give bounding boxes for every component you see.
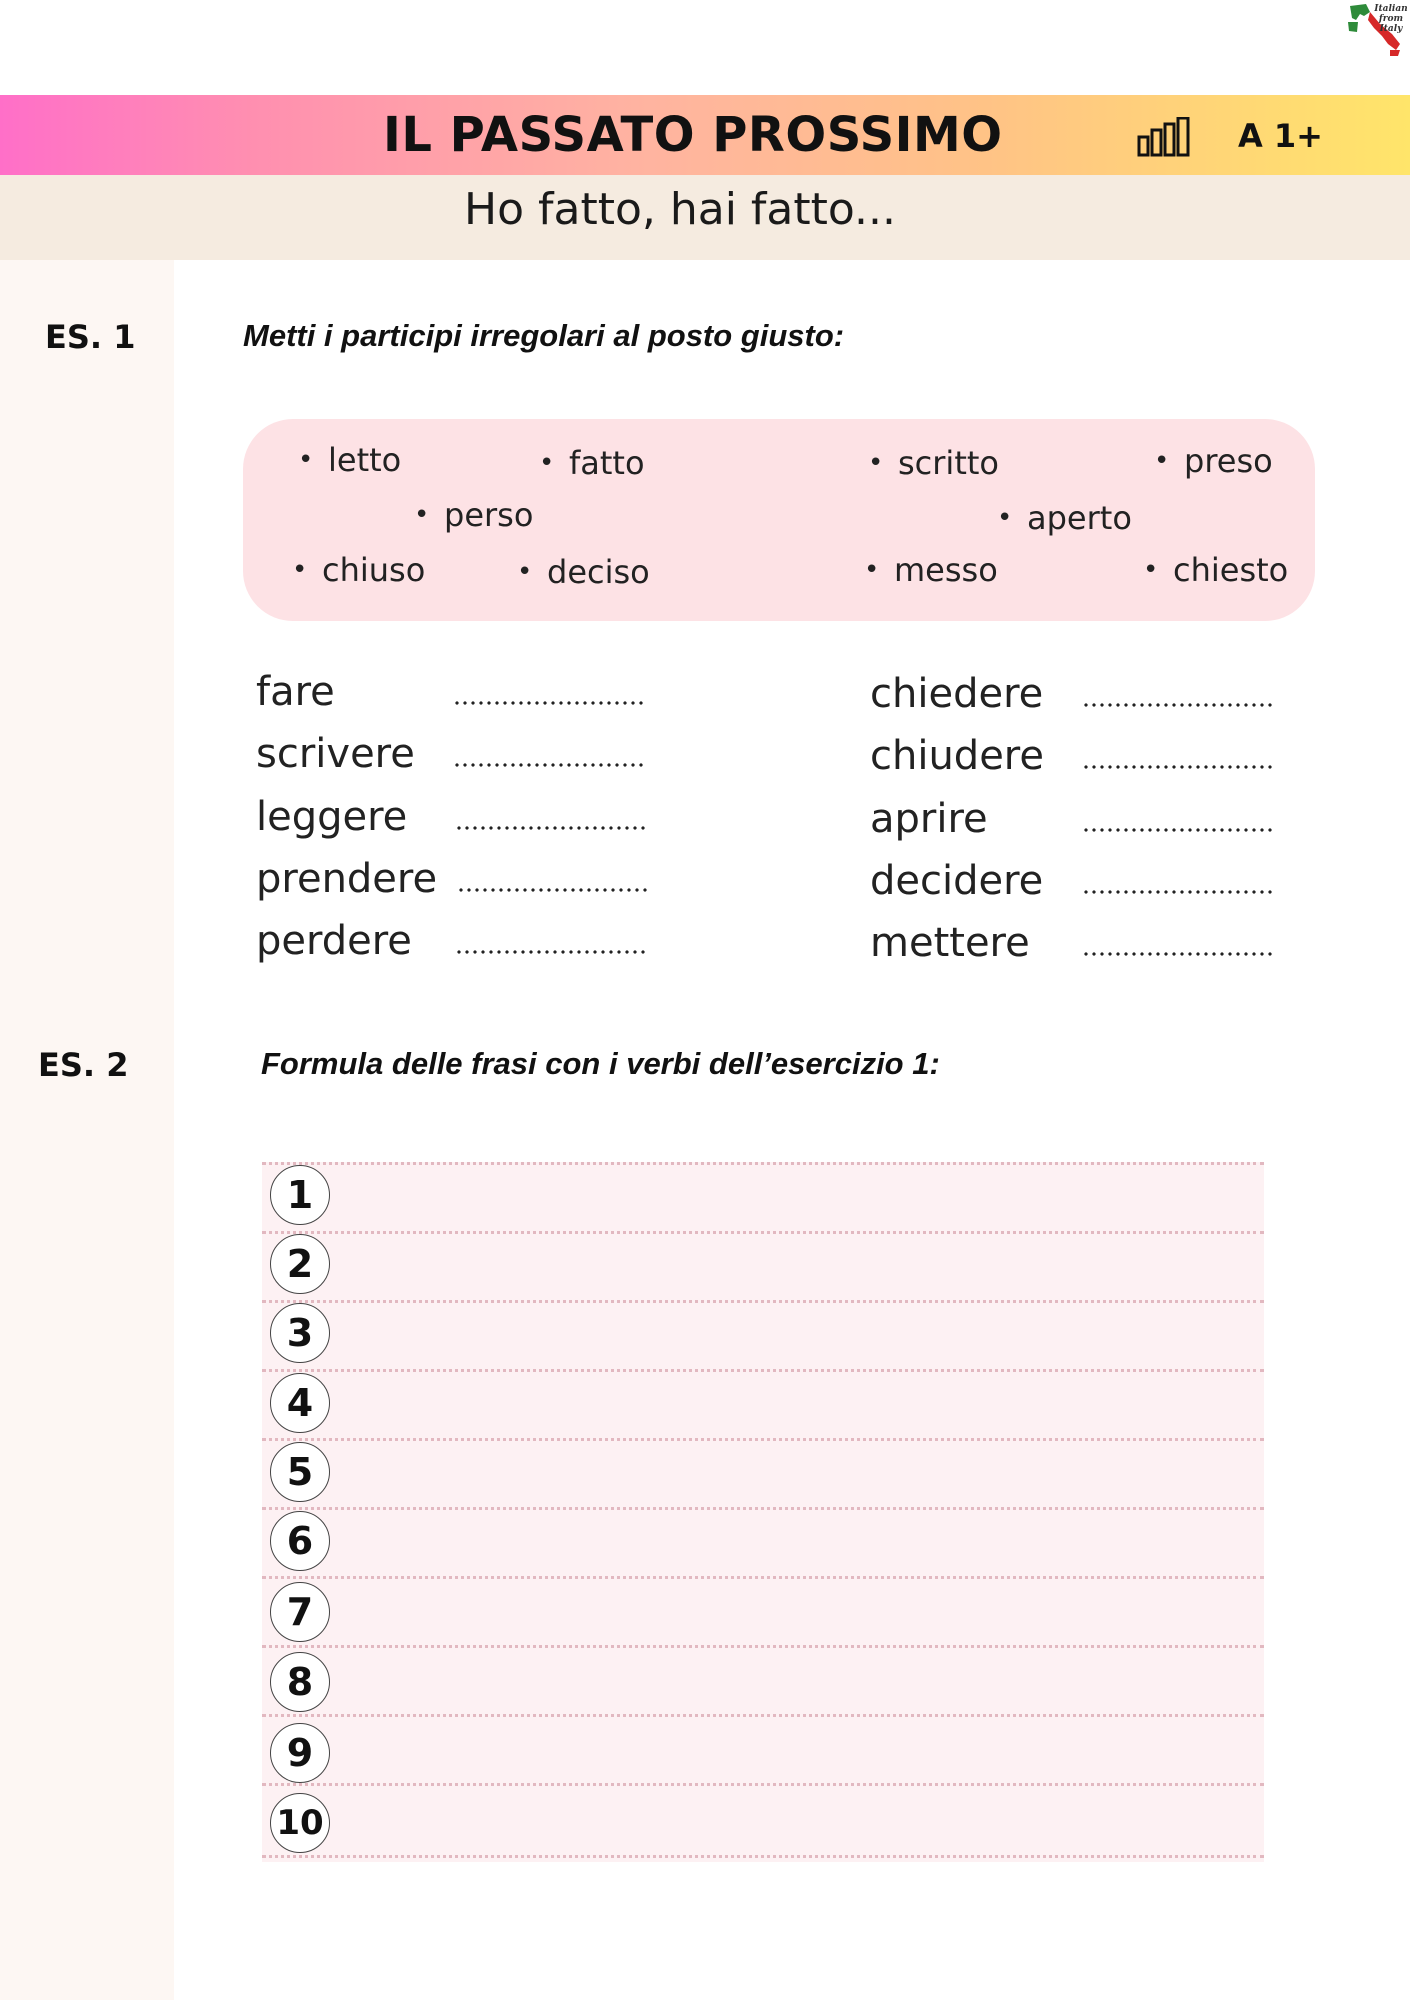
writing-line[interactable]: [262, 1300, 1264, 1372]
italy-logo: [1330, 0, 1410, 60]
side-strip: [0, 260, 174, 2000]
verb-item: scrivere: [256, 731, 415, 777]
word-bank-item: • chiesto: [1173, 550, 1288, 590]
line-number: 5: [270, 1442, 330, 1502]
answer-blank[interactable]: [1082, 951, 1274, 957]
exercise-2-label: ES. 2: [38, 1046, 129, 1084]
writing-line[interactable]: [262, 1645, 1264, 1717]
writing-line[interactable]: [262, 1231, 1264, 1303]
word-bank-item: • fatto: [569, 443, 645, 483]
exercise-1-instruction: Metti i participi irregolari al posto giusto:: [243, 318, 845, 353]
line-number: 3: [270, 1303, 330, 1363]
line-number: 4: [270, 1373, 330, 1433]
logo-text: Italian from Italy: [1374, 4, 1408, 34]
line-number: 9: [270, 1723, 330, 1783]
line-number: 10: [270, 1793, 330, 1853]
subtitle-band: [0, 175, 1410, 260]
title-banner: [0, 95, 1410, 175]
word-bank-item: • scritto: [898, 443, 999, 483]
page-title: IL PASSATO PROSSIMO: [383, 107, 1003, 163]
word-bank-item: • deciso: [547, 552, 650, 592]
answer-blank[interactable]: [1082, 702, 1274, 708]
verb-item: fare: [256, 669, 335, 715]
verb-item: prendere: [256, 856, 438, 902]
writing-line[interactable]: [262, 1576, 1264, 1648]
exercise-1-label: ES. 1: [45, 318, 136, 356]
answer-blank[interactable]: [1082, 764, 1274, 770]
answer-blank[interactable]: [457, 887, 649, 893]
line-number: 8: [270, 1652, 330, 1712]
writing-line[interactable]: [262, 1783, 1264, 1858]
answer-blank[interactable]: [455, 949, 647, 955]
word-bank-item: • messo: [894, 550, 998, 590]
word-bank-item: • aperto: [1027, 498, 1132, 538]
answer-blank[interactable]: [453, 700, 645, 706]
verb-item: chiedere: [870, 671, 1044, 717]
verb-item: chiudere: [870, 733, 1044, 779]
verb-item: aprire: [870, 796, 988, 842]
answer-blank[interactable]: [453, 762, 645, 768]
writing-line[interactable]: [262, 1714, 1264, 1786]
writing-line[interactable]: [262, 1369, 1264, 1441]
word-bank-item: • chiuso: [322, 550, 425, 590]
writing-line[interactable]: [262, 1438, 1264, 1510]
writing-line[interactable]: [262, 1162, 1264, 1234]
word-bank-item: • letto: [328, 440, 401, 480]
line-number: 6: [270, 1511, 330, 1571]
exercise-2-instruction: Formula delle frasi con i verbi dell’esercizio 1:: [261, 1046, 940, 1081]
verb-item: mettere: [870, 920, 1030, 966]
writing-line[interactable]: [262, 1507, 1264, 1579]
answer-blank[interactable]: [1082, 889, 1274, 895]
page-subtitle: Ho fatto, hai fatto...: [464, 184, 896, 235]
line-number: 2: [270, 1234, 330, 1294]
line-number: 7: [270, 1582, 330, 1642]
answer-blank[interactable]: [455, 825, 647, 831]
word-bank-item: • perso: [444, 495, 533, 535]
level-bars-icon: [1137, 117, 1191, 157]
verb-item: leggere: [256, 794, 408, 840]
level-label: A 1+: [1238, 117, 1323, 155]
verb-item: decidere: [870, 858, 1044, 904]
line-number: 1: [270, 1165, 330, 1225]
answer-blank[interactable]: [1082, 827, 1274, 833]
verb-item: perdere: [256, 918, 412, 964]
word-bank-item: • preso: [1184, 441, 1273, 481]
